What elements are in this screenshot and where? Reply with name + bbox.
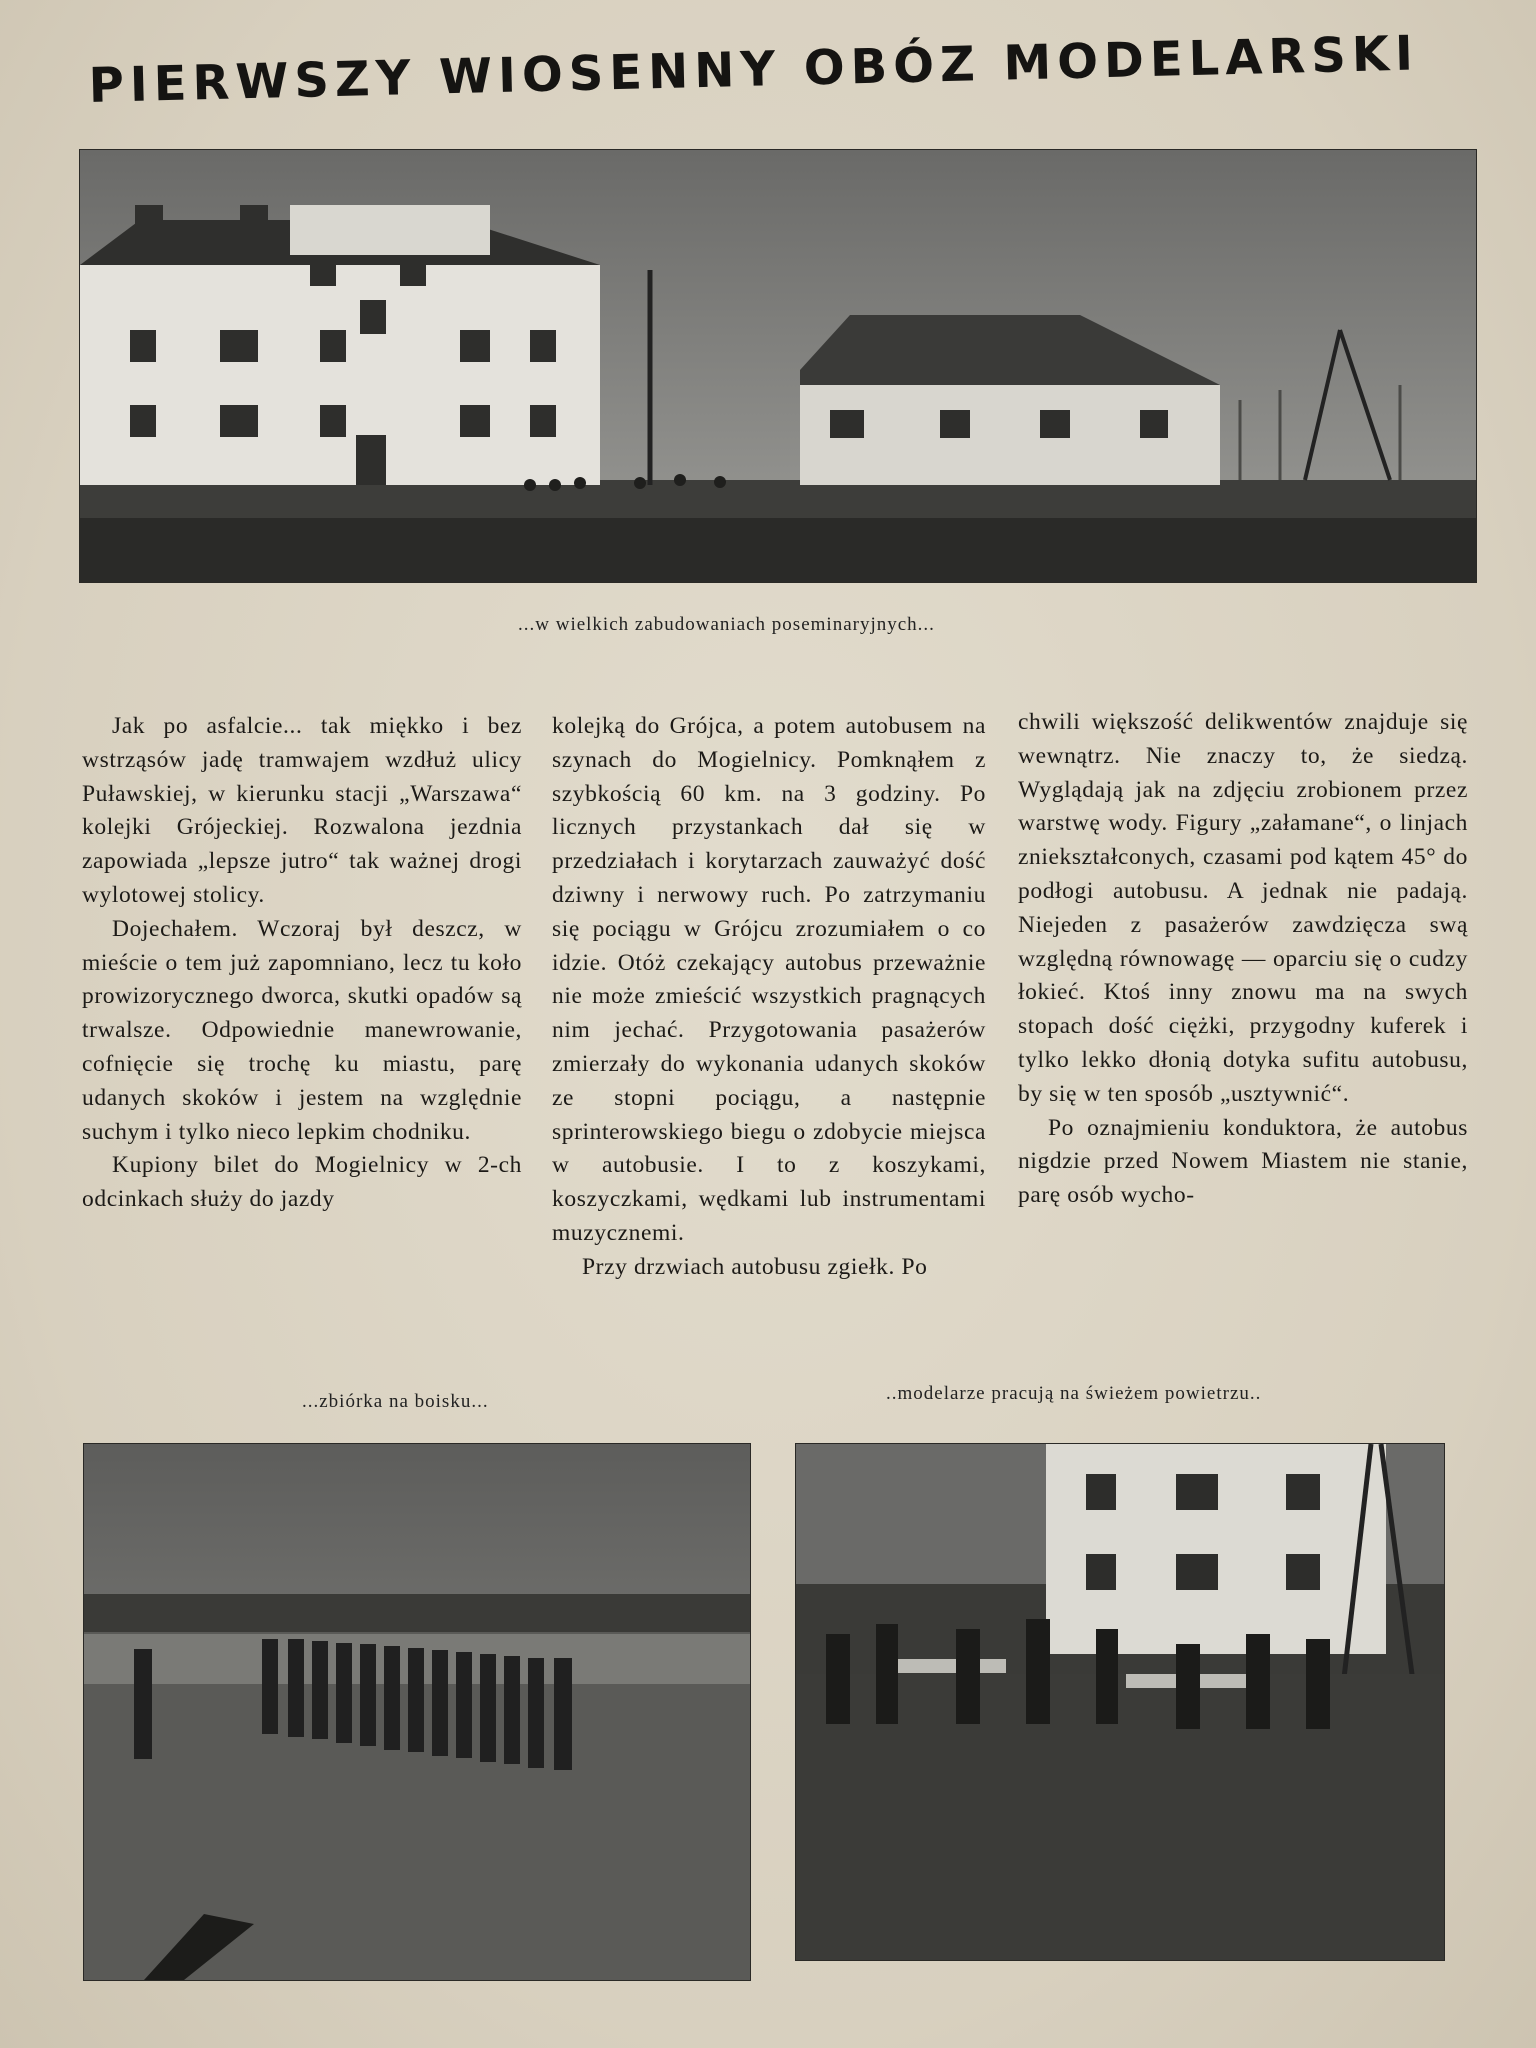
caption-bottom-right: ..modelarze pracują na świeżem powietrzu.. bbox=[886, 1383, 1262, 1404]
photo-modelers-outdoors bbox=[796, 1444, 1444, 1960]
paragraph: Przy drzwiach autobusu zgiełk. Po bbox=[582, 1253, 928, 1280]
photo-seminary-buildings bbox=[80, 150, 1476, 582]
text-column-2 bbox=[552, 710, 986, 1285]
paragraph: chwili większość delikwentów znajduje się wewnątrz. Nie znaczy to, że siedzą. Wyglądają jak na zdjęciu zrobionem przez warstwę wody. Figury „załamane“, o linjach zniekształconych, czasami pod kątem 45° do podłogi autobusu. A jednak nie padają. Niejeden z pasażerów zawdzięcza swą względną równowagę — oparciu się o cudzy łokieć. Ktoś inny znowu ma na swych stopach dość ciężki, przygodny kuferek i tylko lekko dłonią dotyka sufitu autobusu, by się w ten sposób „usztywnić“. bbox=[1018, 709, 1468, 1107]
text-column-3 bbox=[1018, 706, 1468, 1213]
paragraph: kolejką do Grójca, a potem autobusem na szynach do Mogielnicy. Pomknąłem z szybkością 60 km. na 3 godziny. Po licznych przystankach dał się w przedziałach i korytarzach zauważyć dość dziwny i nerwowy ruch. Po zatrzymaniu się pociągu w Grójcu zrozumiałem o co idzie. Otóż czekający autobus przeważnie nie może zmieścić wszystkich pragnących nim jechać. Przygotowania pasażerów zmierzały do wykonania udanych skoków ze stopni pociągu, a następnie sprinterowskiego biegu o zdobycie miejsca w autobusie. I to z koszykami, koszyczkami, wędkami lub instrumentami muzycznemi. bbox=[552, 713, 986, 1246]
paragraph: Dojechałem. Wczoraj był deszcz, w mieście o tem już zapomniano, lecz tu koło prowizorycznego dworca, skutki opadów są trwalsze. Odpowiednie manewrowanie, cofnięcie się trochę ku miastu, parę udanych skoków i jestem na względnie suchym i tylko nieco lepkim chodniku. bbox=[82, 915, 522, 1145]
text-column-1 bbox=[82, 710, 522, 1217]
paragraph: Jak po asfalcie... tak miękko i bez wstrząsów jadę tramwajem wzdłuż ulicy Puławskiej, w kierunku stacji „Warszawa“ kolejki Grójeckiej. Rozwalona jezdnia zapowiada „lepsze jutro“ tak ważnej drogi wylotowej stolicy. bbox=[82, 713, 522, 908]
paragraph: Kupiony bilet do Mogielnicy w 2-ch odcinkach służy do jazdy bbox=[82, 1152, 522, 1213]
paragraph: Po oznajmieniu konduktora, że autobus nigdzie przed Nowem Miastem nie stanie, parę osób wycho- bbox=[1018, 1114, 1468, 1209]
caption-bottom-left: ...zbiórka na boisku... bbox=[302, 1391, 489, 1412]
caption-top: ...w wielkich zabudowaniach poseminaryjnych... bbox=[518, 614, 935, 635]
photo-field-assembly bbox=[84, 1444, 750, 1980]
article-title: PIERWSZY WIOSENNY OBÓZ MODELARSKI bbox=[88, 25, 1420, 114]
